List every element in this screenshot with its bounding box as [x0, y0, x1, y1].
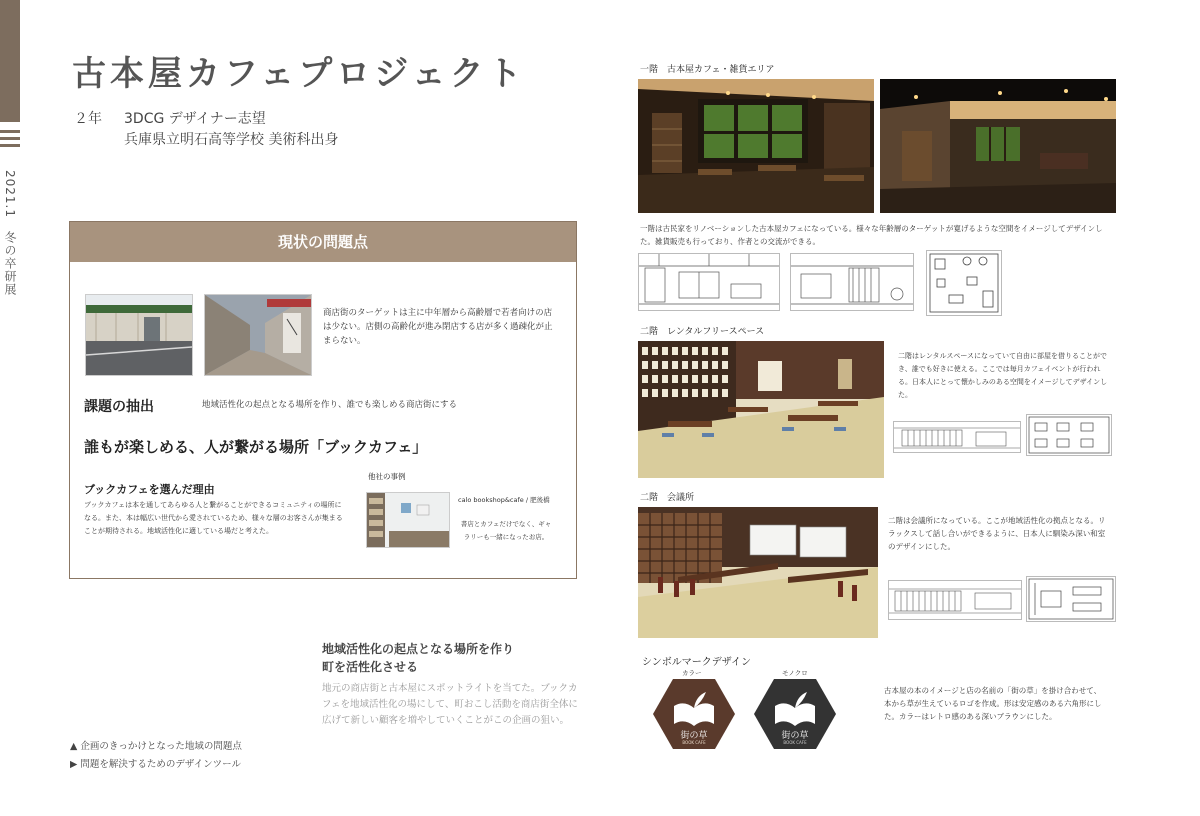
problems-panel — [69, 221, 577, 579]
concept-heading-line1: 地域活性化の起点となる場所を作り — [322, 642, 515, 656]
floor2-meeting-render — [638, 507, 878, 638]
floor2-meeting-label: 二階 会議所 — [640, 493, 695, 503]
symbol-text: 古本屋の本のイメージと店の名前の「街の草」を掛け合わせて、本から草が生えているロゴを作成。形は安定感のある六角形にした。カラーはレトロ感のある深いブラウンにした。 — [884, 686, 1102, 721]
floor1-section-drawing — [790, 253, 914, 311]
concept-heading — [322, 640, 514, 676]
floor1-plan-drawing — [926, 250, 1002, 316]
brand-bar — [0, 0, 20, 122]
logo-mono — [753, 678, 837, 750]
logo-mono-label: モノクロ — [782, 669, 808, 677]
floor2-rental-plan — [1026, 414, 1112, 456]
floor2-meeting-text: 二階は会議所になっている。ここが地域活性化の拠点となる。リラックスして話し合いができるように、日本人に馴染み深い和室のデザインにした。 — [888, 516, 1106, 551]
floor1-elevation-drawing — [638, 253, 780, 311]
floor1-render-cafe — [638, 79, 874, 213]
other-cases-label: 他社の事例 — [368, 472, 406, 481]
floor2-rental-render — [638, 341, 884, 478]
floor2-rental-label: 二階 レンタルフリースペース — [640, 327, 765, 337]
floor1-render-shop — [880, 79, 1116, 213]
floor2-meeting-plan — [1026, 576, 1116, 622]
reason-heading: ブックカフェを選んだ理由 — [84, 483, 215, 496]
floor1-text: 一階は古民家をリノベーションした古本屋カフェになっている。様々な年齢層のターゲットが寛げるような空間をイメージしてデザインした。雑貨販売も行っており、作者との交流ができる。 — [640, 224, 1103, 246]
brand-bar-stripe — [0, 144, 20, 147]
case-photo — [366, 492, 450, 548]
floor1-label: 一階 古本屋カフェ・雑貨エリア — [640, 65, 775, 75]
floor2-meeting-elevation — [888, 580, 1022, 620]
problems-heading: 現状の問題点 — [70, 222, 576, 262]
logo-color-label: カラー — [682, 669, 702, 677]
school: 兵庫県立明石高等学校 美術科出身 — [124, 132, 339, 148]
page-title: 古本屋カフェプロジェクト — [72, 54, 526, 94]
main-headline: 誰もが楽しめる、人が繋がる場所「ブックカフェ」 — [84, 438, 428, 456]
floor2-rental-text: 二階はレンタルスペースになっていて自由に部屋を借りることができ、誰でも好きに使える。ここでは毎月カフェイベントが行われる。日本人にとって懐かしみのある空間をイメージしてデザインした。 — [898, 352, 1108, 399]
logo-mono-name: 街の草 — [781, 731, 809, 741]
grade: ２年 — [74, 111, 102, 127]
logo-color-name: 街の草 — [680, 731, 708, 741]
street-photo — [85, 294, 193, 376]
vertical-label: 2021.1 冬の卒研展 — [3, 170, 17, 296]
aspiration: 3DCG デザイナー志望 — [124, 111, 266, 127]
extraction-text: 地域活性化の起点となる場所を作り、誰でも楽しめる商店街にする — [202, 400, 458, 410]
logo-color — [652, 678, 736, 750]
case-name: calo bookshop&cafe / 肥後橋 — [458, 496, 550, 504]
concept-heading-line2: 町を活性化させる — [322, 660, 419, 674]
extraction-label: 課題の抽出 — [84, 399, 154, 415]
logo-color-sub: BOOK CAFE — [682, 740, 706, 745]
logo-mono-sub: BOOK CAFE — [783, 740, 807, 745]
symbol-label: シンボルマークデザイン — [642, 657, 752, 668]
reason-text: ブックカフェは本を通してあらゆる人と繋がることができるコミュニティの場所になる。また、本は幅広い世代から愛されているため、様々な層のお客さんが集まることが期待される。地域活性化に適している場だと考えた。 — [84, 501, 343, 535]
problem-description: 商店街のターゲットは主に中年層から高齢層で若者向けの店は少ない。店側の高齢化が進み閉店する店が多く過疎化が止まらない。 — [323, 308, 553, 346]
legend-item-problem: ▲ 企画のきっかけとなった地域の問題点 — [70, 741, 242, 752]
floor2-rental-elevation — [893, 421, 1021, 453]
brand-bar-stripe — [0, 137, 20, 140]
legend-item-design: ▶ 問題を解決するためのデザインツール — [70, 759, 241, 770]
brand-bar-stripe — [0, 130, 20, 133]
concept-body: 地元の商店街と古本屋にスポットライトを当てた。ブックカフェを地域活性化の場にして、町おこし活動を商店街全体に広げて新しい顧客を増やしていくことがこの企画の狙い。 — [322, 683, 578, 726]
shopping-street-photo — [204, 294, 312, 376]
case-text: 書店とカフェだけでなく、ギャラリーも一緒になったお店。 — [460, 520, 552, 541]
